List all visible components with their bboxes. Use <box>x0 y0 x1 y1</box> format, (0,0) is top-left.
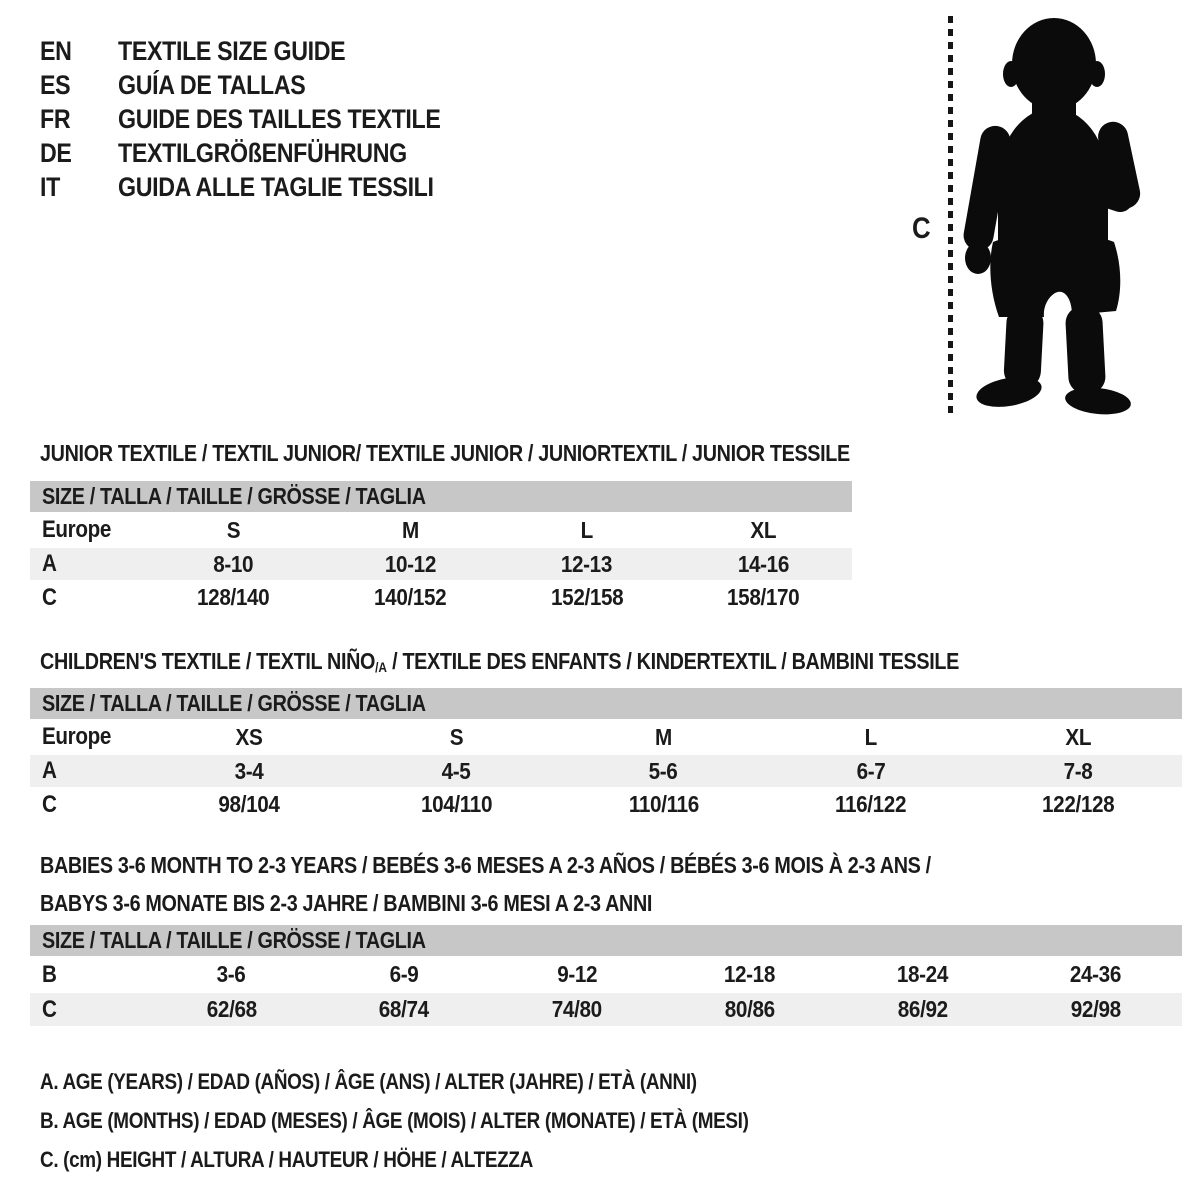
language-code: ES <box>40 69 71 100</box>
value-cell: 116/122 <box>835 791 907 817</box>
value-cell: 68/74 <box>379 996 430 1022</box>
table-row-europe <box>30 719 1182 755</box>
value-cell: 3-4 <box>234 757 264 784</box>
size-cell: S <box>226 516 241 543</box>
language-code: FR <box>40 103 71 134</box>
legend-line-c: C. (cm) HEIGHT / ALTURA / HAUTEUR / HÖHE / ALTEZZA <box>40 1147 533 1172</box>
value-cell: 5-6 <box>649 757 678 784</box>
row-label: A <box>42 550 57 577</box>
nino-a-subscript: /A <box>375 660 387 675</box>
size-header-bar: SIZE / TALLA / TAILLE / GRÖSSE / TAGLIA <box>30 925 1182 956</box>
size-header-bar: SIZE / TALLA / TAILLE / GRÖSSE / TAGLIA <box>30 481 852 512</box>
value-cell: 92/98 <box>1070 996 1121 1022</box>
size-cell: XS <box>235 723 263 750</box>
row-label: C <box>42 790 57 818</box>
value-cell: 122/128 <box>1042 791 1115 817</box>
table-row-height <box>30 580 852 615</box>
value-cell: 152/158 <box>550 584 624 610</box>
language-code: DE <box>40 137 72 168</box>
language-code: IT <box>40 171 60 202</box>
language-row-es <box>40 68 493 102</box>
language-title: GUIDE DES TAILLES TEXTILE <box>118 103 441 134</box>
table-row-europe <box>30 512 852 548</box>
value-cell: 86/92 <box>897 996 948 1022</box>
value-cell: 110/116 <box>628 791 699 817</box>
value-cell: 62/68 <box>206 996 257 1022</box>
size-cell: L <box>864 723 878 750</box>
row-label: B <box>42 960 57 988</box>
section-title-junior: JUNIOR TEXTILE / TEXTIL JUNIOR/ TEXTILE JUNIOR / JUNIORTEXTIL / JUNIOR TESSILE <box>40 440 850 466</box>
babies-size-table <box>30 925 1182 1026</box>
language-row-de <box>40 136 493 170</box>
row-label: Europe <box>42 516 112 543</box>
size-cell: L <box>580 516 594 543</box>
language-title: GUÍA DE TALLAS <box>118 69 306 100</box>
size-cell: XL <box>1065 723 1092 750</box>
value-cell: 158/170 <box>727 584 800 610</box>
language-row-fr <box>40 102 493 136</box>
value-cell: 8-10 <box>213 550 254 577</box>
table-row-height <box>30 993 1182 1026</box>
value-cell: 18-24 <box>897 961 949 987</box>
table-row-age <box>30 755 1182 787</box>
legend-line-b: B. AGE (MONTHS) / EDAD (MESES) / ÂGE (MOIS) / ALTER (MONATE) / ETÀ (MESI) <box>40 1108 749 1133</box>
language-row-it <box>40 170 493 204</box>
row-label: Europe <box>42 723 112 750</box>
value-cell: 9-12 <box>557 961 598 987</box>
language-code: EN <box>40 35 72 66</box>
table-row-months <box>30 956 1182 993</box>
row-label: C <box>42 995 57 1023</box>
language-title: GUIDA ALLE TAGLIE TESSILI <box>118 171 434 202</box>
value-cell: 12-13 <box>561 550 613 577</box>
value-cell: 6-7 <box>856 757 886 784</box>
size-cell: M <box>655 723 672 750</box>
language-header <box>40 34 493 204</box>
junior-size-table <box>30 481 852 615</box>
height-measure-dashed-line <box>948 16 953 416</box>
size-cell: M <box>401 516 419 543</box>
children-size-table <box>30 688 1182 822</box>
figure-height-label: C <box>912 212 931 245</box>
section-title-babies: BABIES 3-6 MONTH TO 2-3 YEARS / BEBÉS 3-6 MESES A 2-3 AÑOS / BÉBÉS 3-6 MOIS À 2-3 ANS / BABYS 3-6 MONATE BIS 2-3 JAHRE / BAMBINI 3-6 MESI A 2-3 ANNI <box>40 852 931 916</box>
table-row-age <box>30 548 852 580</box>
value-cell: 10-12 <box>384 550 436 577</box>
value-cell: 80/86 <box>724 996 775 1022</box>
row-label: C <box>42 583 57 611</box>
value-cell: 4-5 <box>441 757 471 784</box>
value-cell: 128/140 <box>197 584 270 610</box>
section-title-children: CHILDREN'S TEXTILE / TEXTIL NIÑO/A / TEXTILE DES ENFANTS / KINDERTEXTIL / BAMBINI TESSILE <box>40 648 959 675</box>
value-cell: 14-16 <box>738 550 790 577</box>
row-label: A <box>42 757 57 784</box>
measurement-legend <box>40 1062 864 1179</box>
value-cell: 98/104 <box>218 791 280 817</box>
value-cell: 12-18 <box>724 961 776 987</box>
size-cell: XL <box>750 516 777 543</box>
value-cell: 6-9 <box>389 961 419 987</box>
value-cell: 140/152 <box>373 584 447 610</box>
size-cell: S <box>449 723 463 750</box>
value-cell: 7-8 <box>1063 757 1093 784</box>
baby-silhouette-icon <box>962 14 1146 420</box>
size-header-bar: SIZE / TALLA / TAILLE / GRÖSSE / TAGLIA <box>30 688 1182 719</box>
value-cell: 3-6 <box>216 961 246 987</box>
language-title: TEXTILE SIZE GUIDE <box>118 35 346 66</box>
language-title: TEXTILGRÖßENFÜHRUNG <box>118 137 407 168</box>
legend-line-a: A. AGE (YEARS) / EDAD (AÑOS) / ÂGE (ANS) / ALTER (JAHRE) / ETÀ (ANNI) <box>40 1069 697 1094</box>
value-cell: 24-36 <box>1069 961 1122 987</box>
value-cell: 104/110 <box>420 791 492 817</box>
value-cell: 74/80 <box>552 996 603 1022</box>
language-row-en <box>40 34 493 68</box>
table-row-height <box>30 787 1182 822</box>
